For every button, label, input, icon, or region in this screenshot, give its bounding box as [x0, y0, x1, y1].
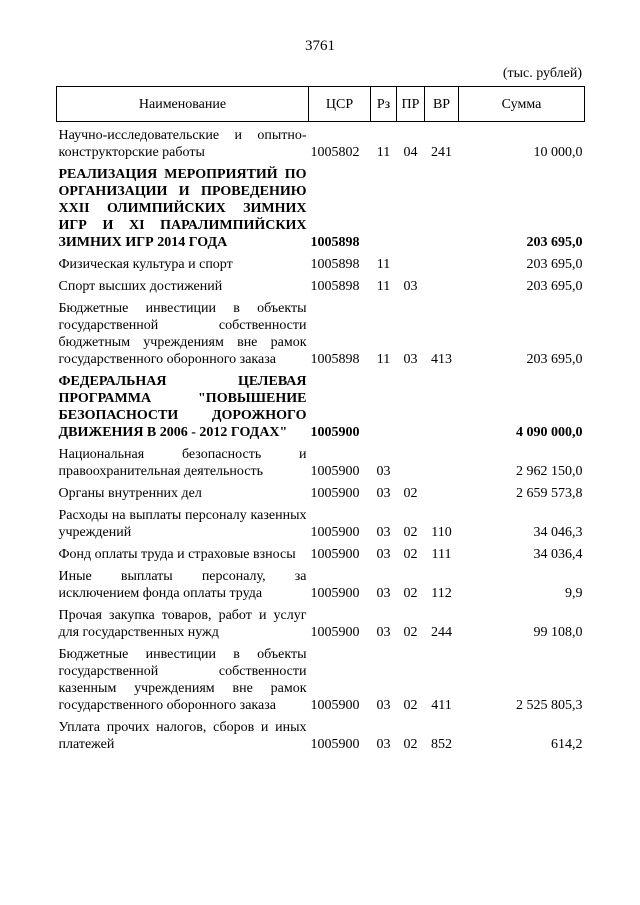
cell-name: Фонд оплаты труда и страховые взносы: [58, 547, 296, 562]
cell-name: РЕАЛИЗАЦИЯ МЕРОПРИЯТИЙ ПО ОРГАНИЗАЦИИ И ПРОВЕДЕНИЮ XXII ОЛИМПИЙСКИХ ЗИМНИХ ИГР И XI ПАРАЛИМПИЙСКИХ ЗИМНИХ ИГР 2014 ГОДА: [58, 167, 307, 250]
cell-pr: 02: [403, 698, 418, 713]
header-pr: ПР: [397, 87, 425, 122]
table-row: [57, 256, 585, 273]
cell-name: Бюджетные инвестиции в объекты государственной собственности бюджетным учреждениям вне рамок государственного оборонного заказа: [58, 301, 307, 367]
table-body: [57, 122, 585, 754]
cell-csr: 1005898: [310, 279, 360, 294]
cell-rz: [371, 373, 397, 441]
cell-csr: 1005900: [310, 586, 360, 601]
cell-name: Физическая культура и спорт: [58, 257, 233, 272]
table-row: [57, 607, 585, 641]
page-number: 3761: [305, 38, 335, 54]
cell-rz: 03: [376, 486, 391, 501]
cell-vr: 241: [431, 145, 452, 160]
cell-vr: [425, 373, 459, 441]
cell-sum: 2 962 150,0: [516, 464, 583, 479]
cell-pr: 02: [403, 547, 418, 562]
cell-vr: 411: [431, 698, 452, 713]
cell-csr: 1005802: [310, 145, 360, 160]
cell-vr: 111: [431, 547, 452, 562]
table-row: [57, 373, 585, 441]
cell-rz: 03: [376, 525, 391, 540]
cell-sum: 203 695,0: [526, 352, 583, 367]
cell-sum: 2 525 805,3: [516, 698, 583, 713]
cell-vr: 110: [431, 525, 452, 540]
cell-rz: [371, 166, 397, 251]
table-row: [57, 485, 585, 502]
cell-rz: 03: [376, 586, 391, 601]
cell-csr: 1005898: [310, 257, 360, 272]
table-header-row: [57, 87, 585, 122]
table-row: [57, 127, 585, 161]
cell-rz: 11: [376, 145, 391, 160]
cell-sum: 203 695,0: [526, 235, 583, 250]
cell-pr: 03: [403, 279, 418, 294]
cell-rz: 03: [376, 698, 391, 713]
cell-sum: 4 090 000,0: [516, 425, 583, 440]
cell-sum: 614,2: [551, 737, 583, 752]
header-vr: ВР: [425, 87, 459, 122]
cell-sum: 9,9: [565, 586, 583, 601]
cell-sum: 2 659 573,8: [516, 486, 583, 501]
cell-pr: 02: [403, 586, 418, 601]
cell-vr: 852: [431, 737, 452, 752]
table-row: [57, 646, 585, 714]
cell-name: Научно-исследовательские и опытно-конструкторские работы: [58, 128, 307, 160]
cell-vr: 112: [431, 586, 452, 601]
cell-csr: 1005898: [310, 352, 360, 367]
table-row: [57, 546, 585, 563]
cell-vr: [425, 278, 459, 295]
cell-pr: 03: [403, 352, 418, 367]
table-row: [57, 719, 585, 753]
cell-vr: [425, 485, 459, 502]
cell-csr: 1005900: [310, 698, 360, 713]
cell-pr: [397, 373, 425, 441]
cell-vr: [425, 166, 459, 251]
cell-pr: [397, 446, 425, 480]
cell-csr: 1005898: [310, 235, 360, 250]
cell-vr: 244: [431, 625, 452, 640]
cell-rz: 03: [376, 737, 391, 752]
cell-sum: 203 695,0: [526, 257, 583, 272]
cell-csr: 1005900: [310, 737, 360, 752]
cell-pr: [397, 256, 425, 273]
cell-csr: 1005900: [310, 486, 360, 501]
cell-vr: 413: [431, 352, 452, 367]
table-row: [57, 507, 585, 541]
cell-sum: 203 695,0: [526, 279, 583, 294]
cell-rz: 03: [376, 464, 391, 479]
cell-rz: 03: [376, 547, 391, 562]
cell-name: Бюджетные инвестиции в объекты государственной собственности казенным учреждениям вне рамок государственного оборонного заказа: [58, 647, 307, 713]
cell-name: Прочая закупка товаров, работ и услуг для государственных нужд: [58, 608, 307, 640]
header-csr: ЦСР: [309, 87, 371, 122]
units-label: (тыс. рублей): [502, 66, 582, 81]
table-row: [57, 166, 585, 251]
header-rz: Рз: [371, 87, 397, 122]
cell-csr: 1005900: [310, 425, 360, 440]
cell-vr: [425, 256, 459, 273]
budget-table: [56, 86, 585, 753]
table-row: [57, 300, 585, 368]
cell-pr: 02: [403, 525, 418, 540]
header-name: Наименование: [57, 87, 309, 122]
cell-pr: 02: [403, 737, 418, 752]
cell-csr: 1005900: [310, 525, 360, 540]
cell-pr: [397, 166, 425, 251]
cell-pr: 02: [403, 625, 418, 640]
cell-sum: 34 036,4: [533, 547, 583, 562]
table-row: [57, 446, 585, 480]
cell-name: Иные выплаты персоналу, за исключением фонда оплаты труда: [58, 569, 307, 601]
cell-name: Органы внутренних дел: [58, 486, 202, 501]
cell-name: Национальная безопасность и правоохранительная деятельность: [58, 447, 307, 479]
cell-sum: 34 046,3: [533, 525, 583, 540]
cell-rz: 11: [376, 279, 391, 294]
header-sum: Сумма: [459, 87, 585, 122]
cell-sum: 99 108,0: [533, 625, 583, 640]
cell-csr: 1005900: [310, 625, 360, 640]
cell-pr: 04: [403, 145, 418, 160]
cell-rz: 11: [376, 257, 391, 272]
cell-pr: 02: [403, 486, 418, 501]
cell-csr: 1005900: [310, 464, 360, 479]
cell-sum: 10 000,0: [533, 145, 583, 160]
table-row: [57, 278, 585, 295]
cell-name: Спорт высших достижений: [58, 279, 223, 294]
cell-name: Уплата прочих налогов, сборов и иных платежей: [58, 720, 307, 752]
cell-name: Расходы на выплаты персоналу казенных учреждений: [58, 508, 307, 540]
cell-csr: 1005900: [310, 547, 360, 562]
cell-rz: 11: [376, 352, 391, 367]
table-row: [57, 568, 585, 602]
cell-rz: 03: [376, 625, 391, 640]
cell-vr: [425, 446, 459, 480]
cell-name: ФЕДЕРАЛЬНАЯ ЦЕЛЕВАЯ ПРОГРАММА "ПОВЫШЕНИЕ БЕЗОПАСНОСТИ ДОРОЖНОГО ДВИЖЕНИЯ В 2006 - 2012 ГОДАХ": [58, 374, 307, 440]
